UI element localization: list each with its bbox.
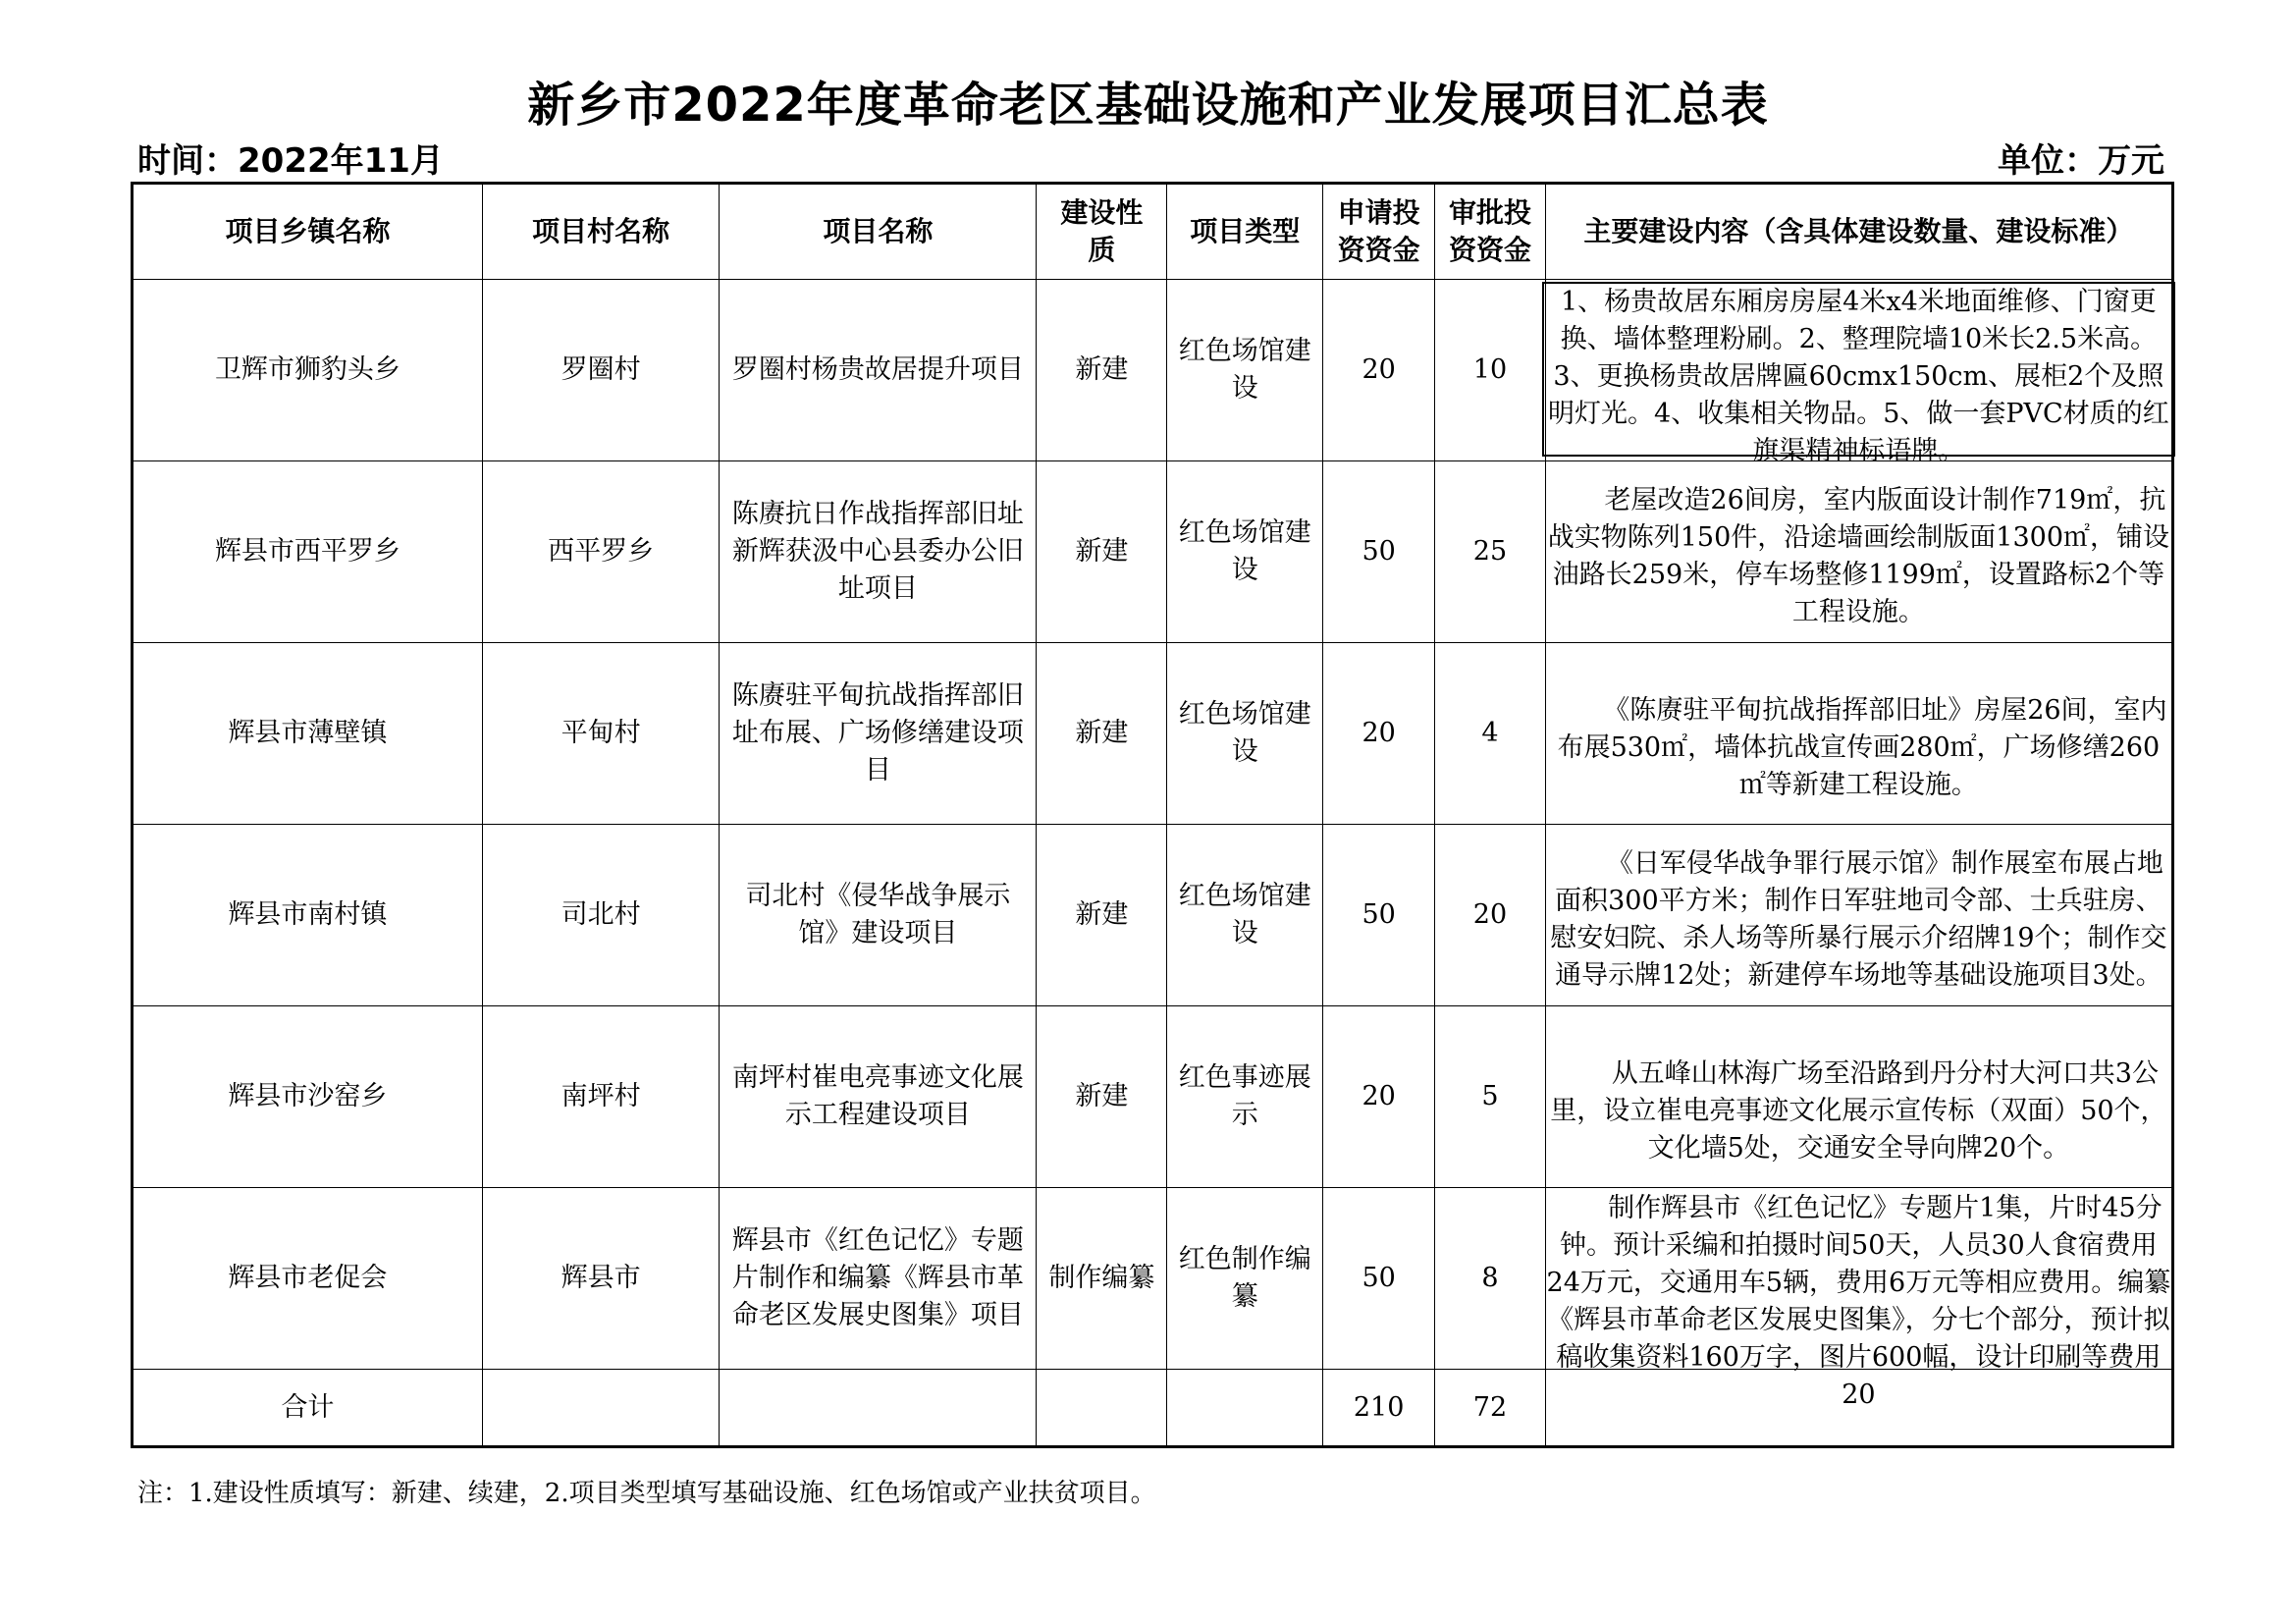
table-row — [133, 825, 2173, 1006]
header-type: 项目类型 — [1167, 184, 1323, 280]
table-row — [133, 461, 2173, 643]
cell-project: 陈赓抗日作战指挥部旧址新辉获汲中心县委办公旧址项目 — [720, 461, 1037, 643]
cell-village: 西平罗乡 — [482, 461, 720, 643]
cell-type: 红色场馆建设 — [1167, 643, 1323, 825]
cell-village: 辉县市 — [482, 1188, 720, 1370]
cell-apply: 50 — [1323, 461, 1435, 643]
cell-type: 红色场馆建设 — [1167, 825, 1323, 1006]
cell-approve: 4 — [1435, 643, 1546, 825]
total-empty-project — [720, 1370, 1037, 1447]
cell-nature: 新建 — [1037, 643, 1167, 825]
header-project: 项目名称 — [720, 184, 1037, 280]
header-nature: 建设性质 — [1037, 184, 1167, 280]
cell-apply: 50 — [1323, 825, 1435, 1006]
table-row — [133, 643, 2173, 825]
cell-town: 卫辉市狮豹头乡 — [133, 280, 483, 461]
cell-apply: 20 — [1323, 1006, 1435, 1188]
table-row — [133, 280, 2173, 461]
cell-content: 《陈赓驻平甸抗战指挥部旧址》房屋26间，室内布展530㎡，墙体抗战宣传画280㎡，广场修缮260㎡等新建工程设施。 — [1545, 643, 2172, 825]
cell-approve: 20 — [1435, 825, 1546, 1006]
cell-content: 老屋改造26间房，室内版面设计制作719㎡，抗战实物陈列150件，沿途墙画绘制版面1300㎡，铺设油路长259米，停车场整修1199㎡，设置路标2个等工程设施。 — [1545, 461, 2172, 643]
cell-nature: 新建 — [1037, 461, 1167, 643]
cell-content: 1、杨贵故居东厢房房屋4米x4米地面维修、门窗更换、墙体整理粉刷。2、整理院墙10米长2.5米高。3、更换杨贵故居牌匾60cmx150cm、展柜2个及照明灯光。4、收集相关物品。5、做一套PVC材质的红旗渠精神标语牌。 — [1545, 280, 2172, 461]
cell-village: 司北村 — [482, 825, 720, 1006]
project-summary-table — [131, 182, 2174, 1448]
header-content: 主要建设内容（含具体建设数量、建设标准） — [1545, 184, 2172, 280]
total-empty-nature — [1037, 1370, 1167, 1447]
header-village: 项目村名称 — [482, 184, 720, 280]
total-approve: 72 — [1435, 1370, 1546, 1447]
page-title: 新乡市2022年度革命老区基础设施和产业发展项目汇总表 — [527, 78, 1769, 133]
cell-approve: 10 — [1435, 280, 1546, 461]
total-empty-village — [482, 1370, 720, 1447]
table-header-row — [133, 184, 2173, 280]
cell-town: 辉县市薄壁镇 — [133, 643, 483, 825]
cell-apply: 20 — [1323, 643, 1435, 825]
cell-apply: 50 — [1323, 1188, 1435, 1370]
cell-apply: 20 — [1323, 280, 1435, 461]
table-row — [133, 1188, 2173, 1370]
cell-village: 平甸村 — [482, 643, 720, 825]
cell-town: 辉县市沙窑乡 — [133, 1006, 483, 1188]
cell-content: 从五峰山林海广场至沿路到丹分村大河口共3公里，设立崔电亮事迹文化展示宣传标（双面）50个，文化墙5处，交通安全导向牌20个。 — [1545, 1006, 2172, 1188]
cell-town: 辉县市南村镇 — [133, 825, 483, 1006]
header-town: 项目乡镇名称 — [133, 184, 483, 280]
cell-village: 罗圈村 — [482, 280, 720, 461]
cell-type: 红色制作编纂 — [1167, 1188, 1323, 1370]
cell-project: 南坪村崔电亮事迹文化展示工程建设项目 — [720, 1006, 1037, 1188]
header-approve: 审批投资资金 — [1435, 184, 1546, 280]
cell-approve: 8 — [1435, 1188, 1546, 1370]
cell-approve: 5 — [1435, 1006, 1546, 1188]
cell-project: 司北村《侵华战争展示馆》建设项目 — [720, 825, 1037, 1006]
cell-village: 南坪村 — [482, 1006, 720, 1188]
cell-nature: 新建 — [1037, 1006, 1167, 1188]
footnote: 注：1.建设性质填写：新建、续建，2.项目类型填写基础设施、红色场馆或产业扶贫项目。 — [137, 1479, 1156, 1508]
cell-nature: 新建 — [1037, 280, 1167, 461]
report-time: 时间：2022年11月 — [137, 141, 444, 181]
cell-town: 辉县市老促会 — [133, 1188, 483, 1370]
cell-approve: 25 — [1435, 461, 1546, 643]
cell-content: 制作辉县市《红色记忆》专题片1集，片时45分钟。预计采编和拍摄时间50天，人员30人食宿费用24万元，交通用车5辆，费用6万元等相应费用。编纂《辉县市革命老区发展史图集》，分七个部分，预计拟稿收集资料160万字，图片600幅，设计印刷等费用20 — [1545, 1188, 2172, 1370]
table-row — [133, 1006, 2173, 1188]
total-apply: 210 — [1323, 1370, 1435, 1447]
cell-type: 红色场馆建设 — [1167, 461, 1323, 643]
cell-project: 陈赓驻平甸抗战指挥部旧址布展、广场修缮建设项目 — [720, 643, 1037, 825]
unit-label: 单位：万元 — [1998, 141, 2164, 181]
cell-type: 红色场馆建设 — [1167, 280, 1323, 461]
cell-project: 罗圈村杨贵故居提升项目 — [720, 280, 1037, 461]
cell-content: 《日军侵华战争罪行展示馆》制作展室布展占地面积300平方米；制作日军驻地司令部、士兵驻房、慰安妇院、杀人场等所暴行展示介绍牌19个；制作交通导示牌12处；新建停车场地等基础设施项目3处。 — [1545, 825, 2172, 1006]
cell-town: 辉县市西平罗乡 — [133, 461, 483, 643]
cell-project: 辉县市《红色记忆》专题片制作和编纂《辉县市革命老区发展史图集》项目 — [720, 1188, 1037, 1370]
cell-nature: 新建 — [1037, 825, 1167, 1006]
total-label: 合计 — [133, 1370, 483, 1447]
cell-nature: 制作编纂 — [1037, 1188, 1167, 1370]
total-empty-type — [1167, 1370, 1323, 1447]
cell-type: 红色事迹展示 — [1167, 1006, 1323, 1188]
header-apply: 申请投资资金 — [1323, 184, 1435, 280]
